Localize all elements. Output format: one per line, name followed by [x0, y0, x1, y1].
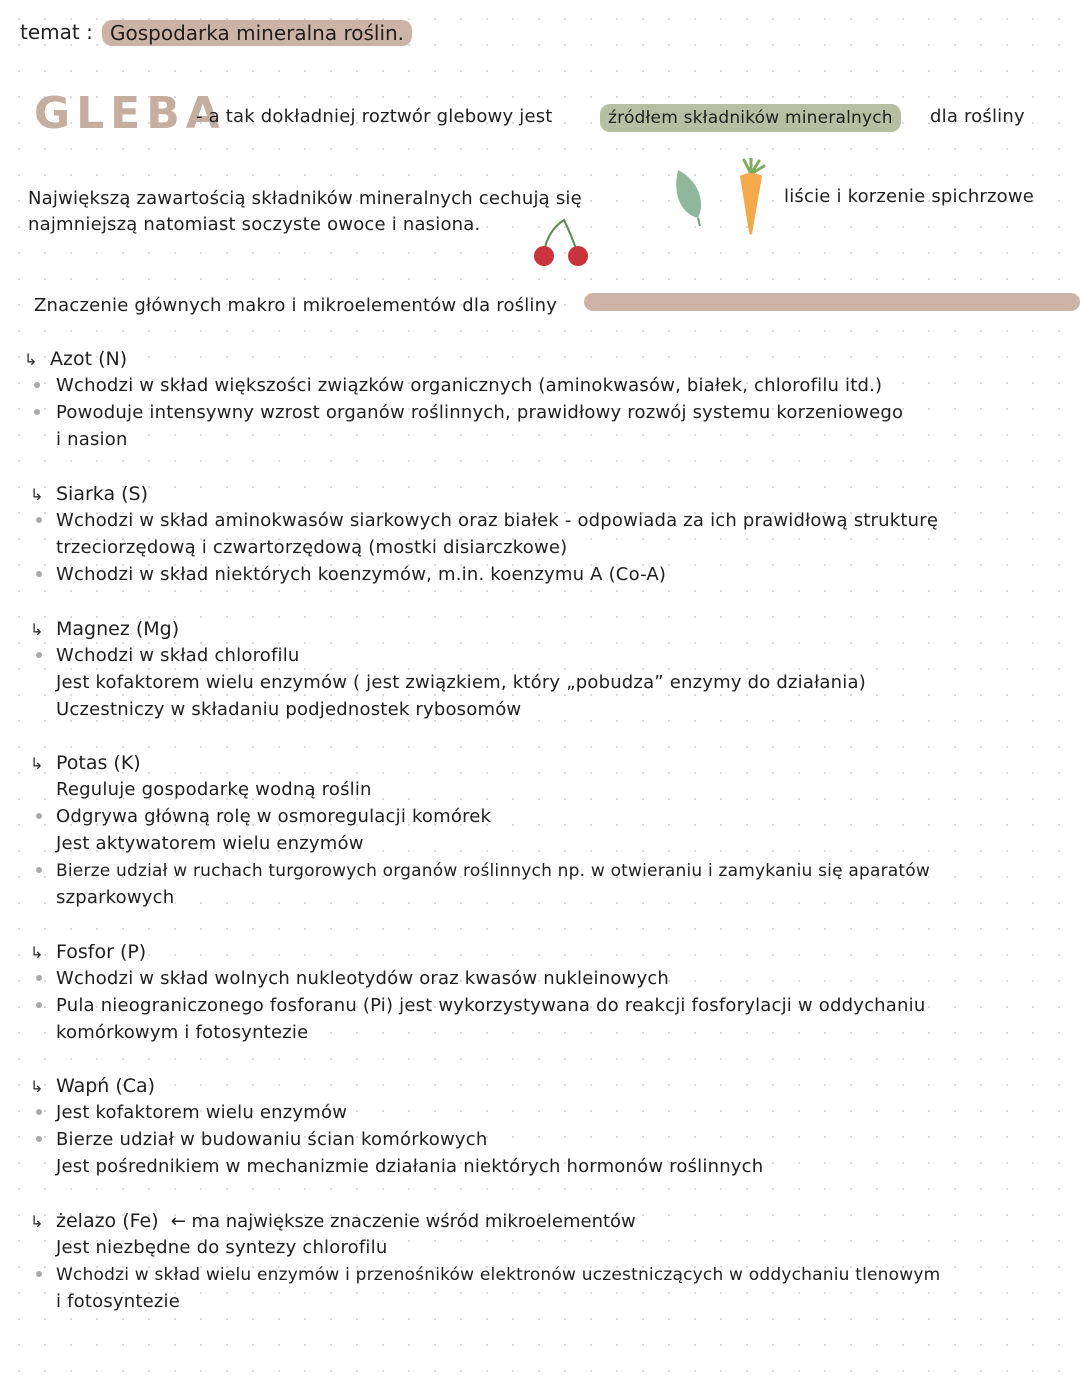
- arrow-icon: ↳: [30, 754, 44, 773]
- bullet-icon: [36, 517, 42, 523]
- element-name: Wapń (Ca): [56, 1075, 156, 1097]
- element-heading-potas: [30, 750, 141, 777]
- potas-line-1: Reguluje gospodarkę wodną roślin: [56, 779, 372, 800]
- element-heading-zelazo: [30, 1208, 636, 1235]
- arrow-icon: ↳: [30, 1077, 44, 1096]
- gleba-sentence-pre: - a tak dokładniej roztwór glebowy jest: [196, 106, 553, 127]
- arrow-icon: ↳: [30, 620, 44, 639]
- bullet-icon: [34, 409, 40, 415]
- magnez-line-3: Uczestniczy w składaniu podjednostek rybosomów: [56, 699, 522, 720]
- potas-line-3: Jest aktywatorem wielu enzymów: [56, 833, 364, 854]
- element-name: żelazo (Fe): [56, 1210, 159, 1232]
- potas-line-5: szparkowych: [56, 887, 175, 908]
- fosfor-line-1: Wchodzi w skład wolnych nukleotydów oraz kwasów nukleinowych: [56, 968, 670, 989]
- leaf-icon: [668, 166, 708, 228]
- magnez-line-1: Wchodzi w skład chlorofilu: [56, 645, 300, 666]
- element-name: Azot (N): [50, 348, 128, 370]
- topic-label: temat :: [20, 20, 93, 44]
- azot-line-1: Wchodzi w skład większości związków organicznych (aminokwasów, białek, chlorofilu itd.): [56, 375, 883, 396]
- section-title: Znaczenie głównych makro i mikroelementów dla rośliny: [34, 295, 558, 316]
- element-heading-azot: [24, 346, 127, 373]
- siarka-line-2: trzeciorzędową i czwartorzędową (mostki disiarczkowe): [56, 537, 568, 558]
- gleba-title: GLEBA: [34, 88, 226, 139]
- bullet-icon: [36, 867, 42, 873]
- gleba-sentence-post: dla rośliny: [930, 106, 1025, 127]
- element-name: Magnez (Mg): [56, 618, 180, 640]
- gleba-highlight: źródłem składników mineralnych: [600, 104, 901, 132]
- bullet-icon: [36, 1002, 42, 1008]
- fosfor-line-3: komórkowym i fotosyntezie: [56, 1022, 309, 1043]
- zelazo-line-1: Jest niezbędne do syntezy chlorofilu: [56, 1237, 388, 1258]
- bullet-icon: [36, 1136, 42, 1142]
- wapn-line-2: Bierze udział w budowaniu ścian komórkowych: [56, 1129, 488, 1150]
- bullet-icon: [36, 652, 42, 658]
- bullet-icon: [34, 382, 40, 388]
- element-heading-wapn: [30, 1073, 155, 1100]
- zelazo-line-2: Wchodzi w skład wielu enzymów i przenośników elektronów uczestniczących w oddychaniu tlenowym: [56, 1265, 941, 1285]
- element-name: Potas (K): [56, 752, 141, 774]
- arrow-icon: ↳: [30, 1212, 44, 1231]
- section-divider: [584, 293, 1080, 311]
- element-name: Siarka (S): [56, 483, 149, 505]
- potas-line-4: Bierze udział w ruchach turgorowych organów roślinnych np. w otwieraniu i zamykaniu się aparatów: [56, 861, 930, 881]
- bullet-icon: [36, 1109, 42, 1115]
- siarka-line-1: Wchodzi w skład aminokwasów siarkowych oraz białek - odpowiada za ich prawidłową strukturę: [56, 510, 939, 531]
- element-heading-fosfor: [30, 939, 146, 966]
- fosfor-line-2: Pula nieograniczonego fosforanu (Pi) jest wykorzystywana do reakcji fosforylacji w oddychaniu: [56, 995, 926, 1016]
- intro-line-2: najmniejszą natomiast soczyste owoce i nasiona.: [28, 214, 481, 235]
- arrow-icon: ↳: [24, 350, 38, 369]
- bullet-icon: [36, 975, 42, 981]
- arrow-icon: ↳: [30, 943, 44, 962]
- element-heading-siarka: [30, 481, 148, 508]
- intro-line-1: Największą zawartością składników mineralnych cechują się: [28, 188, 582, 209]
- cherry-icon: [530, 216, 594, 268]
- carrot-icon: [734, 158, 768, 238]
- potas-line-2: Odgrywa główną rolę w osmoregulacji komórek: [56, 806, 492, 827]
- siarka-line-3: Wchodzi w skład niektórych koenzymów, m.in. koenzymu A (Co-A): [56, 564, 667, 585]
- zelazo-line-3: i fotosyntezie: [56, 1291, 181, 1312]
- wapn-line-1: Jest kofaktorem wielu enzymów: [56, 1102, 348, 1123]
- intro-line-1-right: liście i korzenie spichrzowe: [784, 186, 1035, 207]
- wapn-line-3: Jest pośrednikiem w mechanizmie działania niektórych hormonów roślinnych: [56, 1156, 764, 1177]
- topic-title: Gospodarka mineralna roślin.: [102, 20, 412, 46]
- azot-line-3: i nasion: [56, 429, 128, 450]
- bullet-icon: [36, 571, 42, 577]
- azot-line-2: Powoduje intensywny wzrost organów roślinnych, prawidłowy rozwój systemu korzeniowego: [56, 402, 904, 423]
- magnez-line-2: Jest kofaktorem wielu enzymów ( jest związkiem, który „pobudza” enzymy do działania): [56, 672, 866, 693]
- element-heading-magnez: [30, 616, 179, 643]
- bullet-icon: [36, 813, 42, 819]
- bullet-icon: [36, 1271, 42, 1277]
- element-name: Fosfor (P): [56, 941, 147, 963]
- arrow-icon: ↳: [30, 485, 44, 504]
- zelazo-note: ← ma największe znaczenie wśród mikroelementów: [170, 1211, 636, 1232]
